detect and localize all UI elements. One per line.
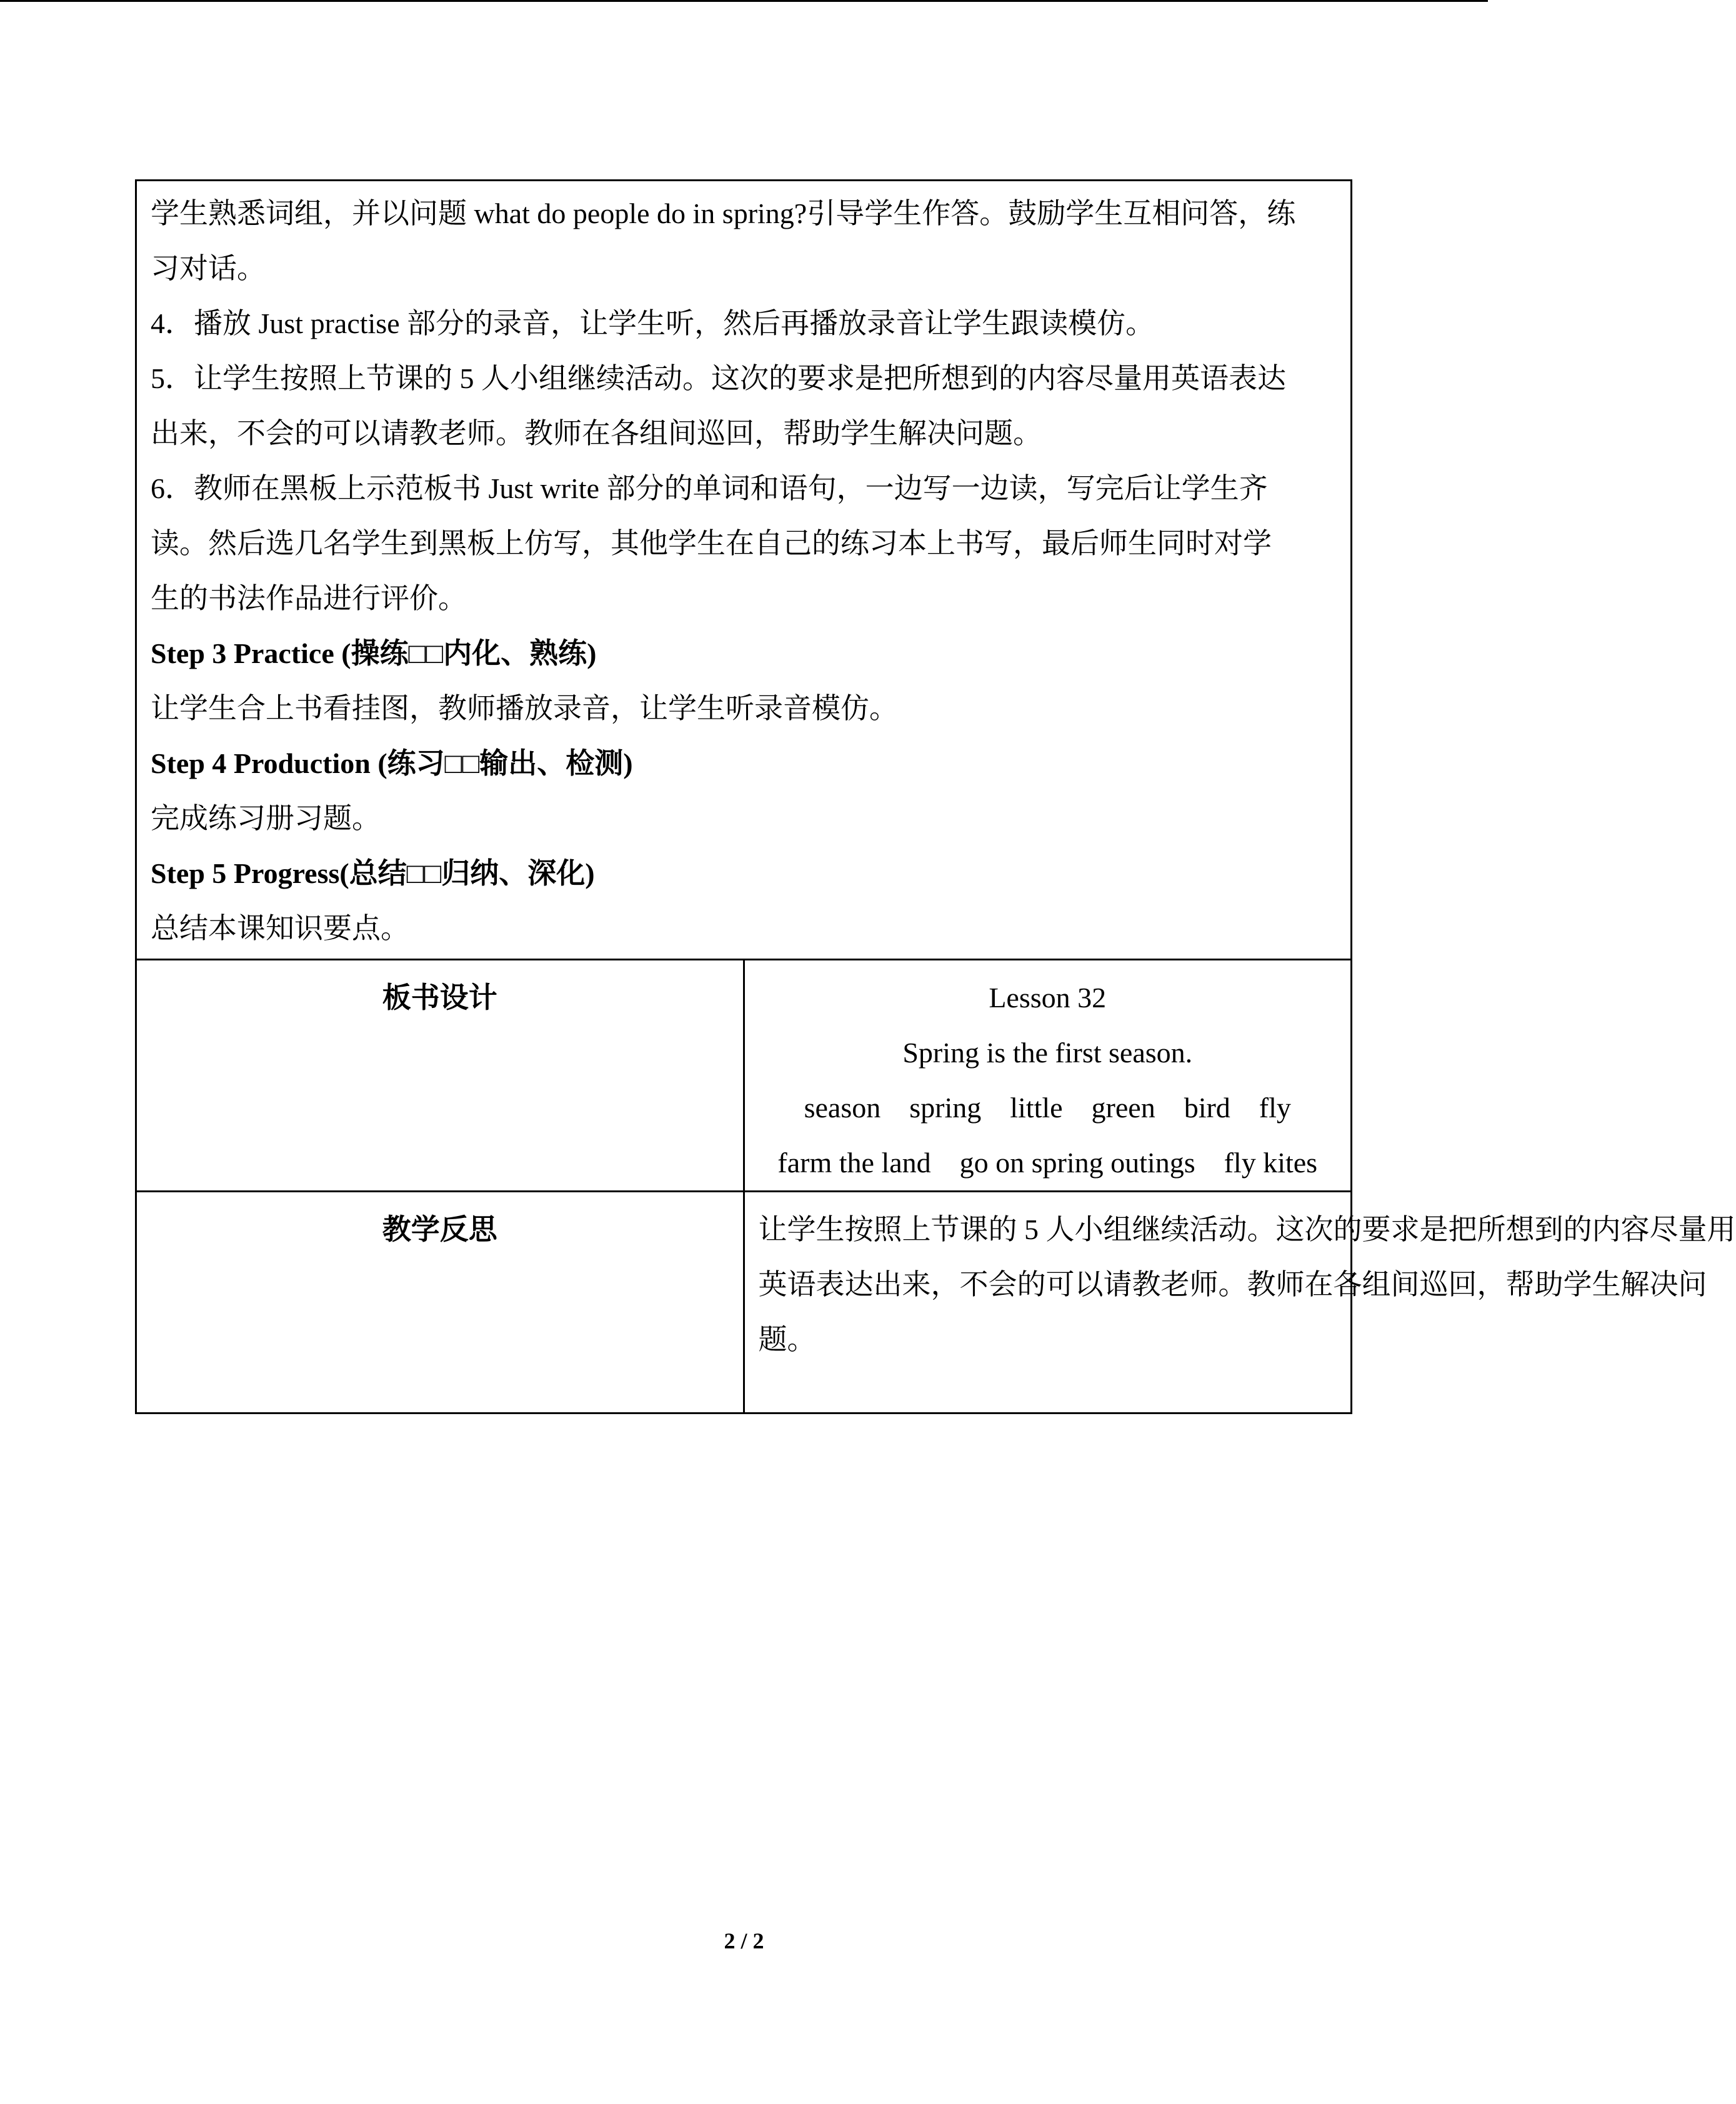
- step-heading: Step 4 Production (练习□□输出、检测): [151, 747, 633, 779]
- reflection-line: 题。: [758, 1324, 816, 1355]
- teaching-process-cell: [136, 181, 1352, 960]
- process-text-line: 4．播放 Just practise 部分的录音，让学生听，然后再播放录音让学生跟读模仿。: [151, 307, 1155, 339]
- teaching-process-content: [151, 186, 1337, 956]
- reflection-line: 让学生按照上节课的 5 人小组继续活动。这次的要求是把所想到的内容尽量用: [758, 1214, 1736, 1245]
- process-text-line: 学生熟悉词组，并以问题 what do people do in spring?引导学生作答。鼓励学生互相问答，练: [151, 197, 1296, 229]
- board-design-content: [744, 960, 1352, 1192]
- process-text-line: 生的书法作品进行评价。: [151, 582, 467, 614]
- board-line-words: season spring little green bird fly: [804, 1092, 1291, 1124]
- page-number: 2 / 2: [724, 1928, 764, 1953]
- process-text-line: 完成练习册习题。: [151, 802, 381, 834]
- step-heading: Step 5 Progress(总结□□归纳、深化): [151, 857, 595, 889]
- top-border-line: [0, 0, 1488, 2]
- reflection-row: [136, 1192, 1352, 1413]
- teaching-process-row: [136, 181, 1352, 960]
- process-text-line: 总结本课知识要点。: [151, 912, 409, 944]
- board-line-phrases: farm the land go on spring outings fly kites: [777, 1147, 1318, 1179]
- step-heading: Step 3 Practice (操练□□内化、熟练): [151, 637, 597, 669]
- process-text-line: 5．让学生按照上节课的 5 人小组继续活动。这次的要求是把所想到的内容尽量用英语表达: [151, 362, 1286, 394]
- lesson-plan-table: [135, 179, 1736, 1414]
- process-text-line: 习对话。: [151, 252, 266, 284]
- process-text-line: 出来，不会的可以请教老师。教师在各组间巡回，帮助学生解决问题。: [151, 417, 1042, 449]
- process-text-line: 读。然后选几名学生到黑板上仿写，其他学生在自己的练习本上书写，最后师生同时对学: [151, 527, 1272, 559]
- board-design-label: 板书设计: [136, 960, 744, 1192]
- reflection-content: [744, 1192, 1736, 1413]
- reflection-line: 英语表达出来，不会的可以请教老师。教师在各组间巡回，帮助学生解决问: [758, 1269, 1707, 1300]
- board-design-row: [136, 960, 1352, 1192]
- process-text-line: 6．教师在黑板上示范板书 Just write 部分的单词和语句，一边写一边读，写完后让学生齐: [151, 472, 1268, 504]
- board-line-sentence: Spring is the first season.: [902, 1037, 1193, 1069]
- board-line-title: Lesson 32: [989, 982, 1107, 1014]
- process-text-line: 让学生合上书看挂图，教师播放录音，让学生听录音模仿。: [151, 692, 898, 724]
- reflection-label: 教学反思: [136, 1192, 744, 1413]
